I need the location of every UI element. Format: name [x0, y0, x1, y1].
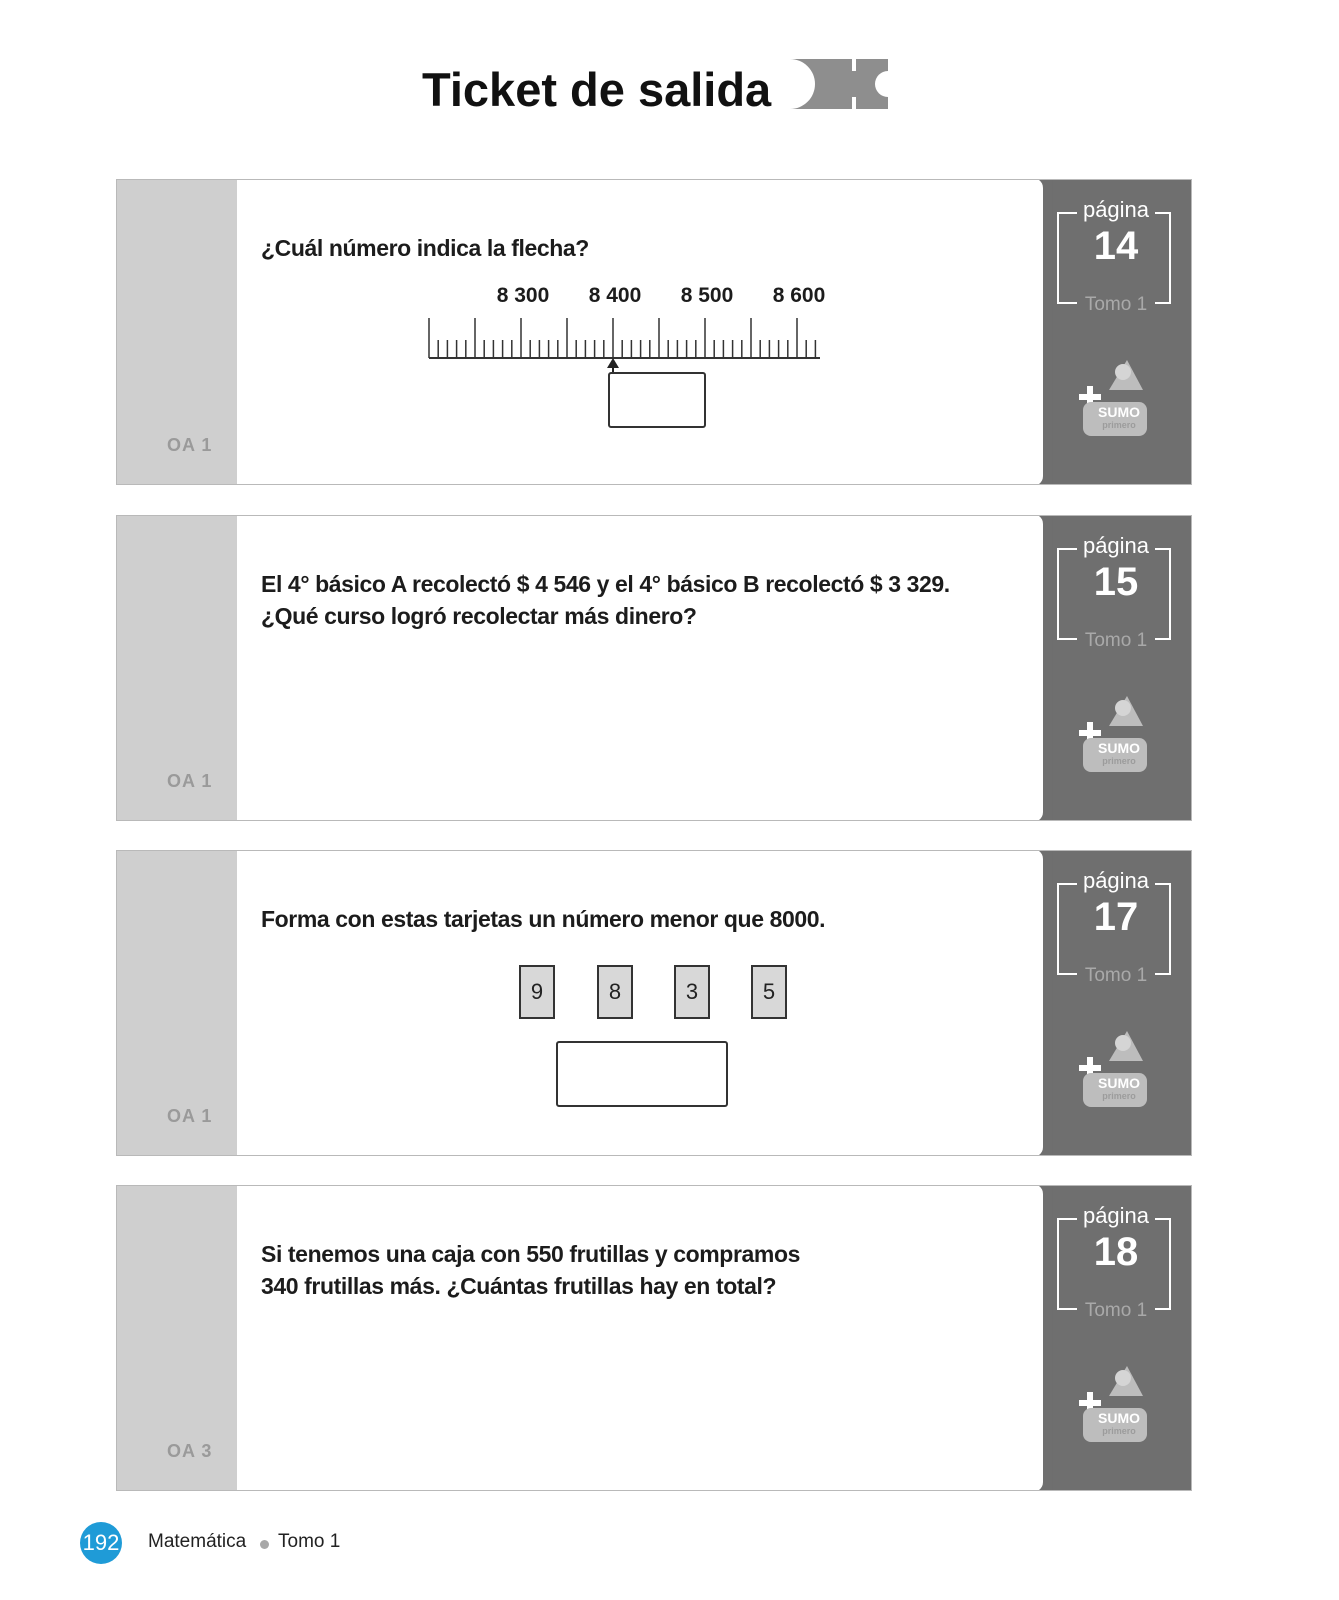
logo-subtext: primero — [1102, 756, 1136, 766]
tomo-label: Tomo 1 — [1084, 630, 1148, 651]
digit-card[interactable]: 3 — [674, 965, 710, 1019]
exit-ticket-card-4 — [116, 1185, 1192, 1491]
exit-ticket-card-3 — [116, 850, 1192, 1156]
digit-card[interactable]: 8 — [597, 965, 633, 1019]
page-footer — [80, 1522, 680, 1564]
sumo-logo — [1079, 356, 1159, 440]
logo-subtext: primero — [1102, 1091, 1136, 1101]
question-line: ¿Qué curso logró recolectar más dinero? — [261, 603, 697, 629]
logo-subtext: primero — [1102, 1426, 1136, 1436]
footer-tomo: Tomo 1 — [278, 1531, 341, 1552]
page-number: 14 — [1093, 224, 1139, 268]
oa-label: OA 3 — [167, 1441, 213, 1461]
exit-ticket-card-2 — [116, 515, 1192, 821]
footer-page-number: 192 — [80, 1522, 122, 1564]
page-number: 15 — [1093, 560, 1139, 604]
question-text — [261, 232, 1031, 264]
tomo-label: Tomo 1 — [1084, 294, 1148, 315]
page-reference-panel — [1043, 180, 1191, 484]
question-line: 340 frutillas más. ¿Cuántas frutillas hay en total? — [261, 1273, 777, 1299]
number-line-label: 8 500 — [680, 284, 734, 307]
page-reference-box — [1057, 868, 1171, 986]
question-line: Si tenemos una caja con 550 frutillas y compramos — [261, 1241, 800, 1267]
page-label: página — [1082, 868, 1150, 893]
page-reference-box — [1057, 197, 1171, 315]
page-reference-box — [1057, 533, 1171, 651]
sumo-logo — [1079, 1362, 1159, 1446]
tomo-label: Tomo 1 — [1084, 965, 1148, 986]
panel-notch — [1033, 516, 1053, 820]
sumo-logo — [1079, 692, 1159, 776]
answer-box[interactable] — [556, 1041, 728, 1107]
arrow-head — [607, 358, 619, 368]
oa-label: OA 1 — [167, 771, 213, 791]
number-line-label: 8 300 — [496, 284, 550, 307]
ticket-icon — [786, 59, 888, 109]
digit-card[interactable]: 5 — [751, 965, 787, 1019]
question-text — [261, 903, 1031, 935]
page-number: 18 — [1093, 1230, 1139, 1274]
footer-separator-dot — [260, 1540, 269, 1549]
panel-notch — [1033, 851, 1053, 1155]
logo-text: SUMO — [1098, 1410, 1140, 1426]
question-line: ¿Cuál número indica la flecha? — [261, 235, 589, 261]
exit-ticket-card-1 — [116, 179, 1192, 485]
logo-text: SUMO — [1098, 404, 1140, 420]
tomo-label: Tomo 1 — [1084, 1300, 1148, 1321]
number-line-label: 8 600 — [772, 284, 826, 307]
footer-book-title: Matemática — [148, 1531, 247, 1552]
question-line: Forma con estas tarjetas un número menor que 8000. — [261, 906, 826, 932]
title-area — [0, 56, 1339, 126]
oa-label: OA 1 — [167, 1106, 213, 1126]
digit-card[interactable]: 9 — [519, 965, 555, 1019]
question-line: El 4° básico A recolectó $ 4 546 y el 4° básico B recolectó $ 3 329. — [261, 571, 950, 597]
page-title: Ticket de salida — [422, 63, 772, 116]
page-reference-panel — [1043, 516, 1191, 820]
logo-text: SUMO — [1098, 740, 1140, 756]
page-reference-panel — [1043, 851, 1191, 1155]
sumo-logo — [1079, 1027, 1159, 1111]
page-reference-panel — [1043, 1186, 1191, 1490]
number-line-label: 8 400 — [588, 284, 642, 307]
oa-label: OA 1 — [167, 435, 213, 455]
logo-subtext: primero — [1102, 420, 1136, 430]
panel-notch — [1033, 1186, 1053, 1490]
page-number: 17 — [1093, 895, 1139, 939]
question-text — [261, 568, 1031, 632]
panel-notch — [1033, 180, 1053, 484]
page-label: página — [1082, 1203, 1150, 1228]
page-label: página — [1082, 197, 1150, 222]
question-text — [261, 1238, 1031, 1302]
logo-text: SUMO — [1098, 1075, 1140, 1091]
number-line — [427, 284, 847, 434]
answer-box[interactable] — [608, 372, 706, 428]
page-label: página — [1082, 533, 1150, 558]
page-reference-box — [1057, 1203, 1171, 1321]
